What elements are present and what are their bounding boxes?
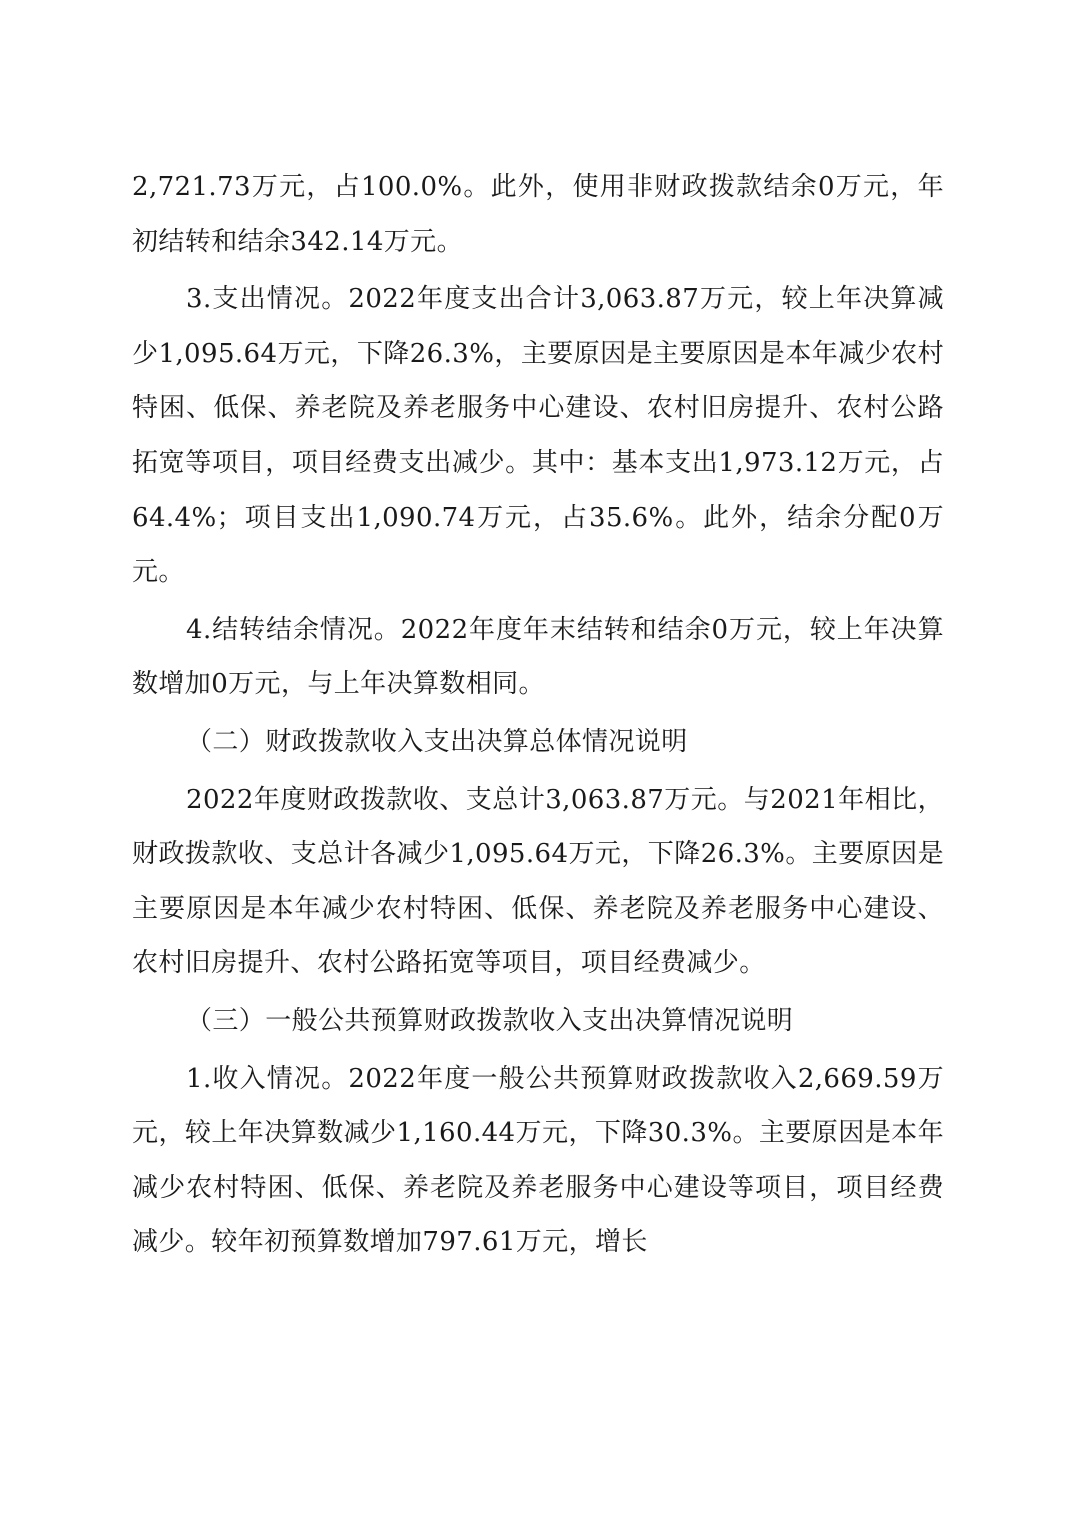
section-heading-general-budget: （三）一般公共预算财政拨款收入支出决算情况说明 (186, 1005, 794, 1036)
paragraph-expenditure: 3.支出情况。2022年度支出合计3,063.87万元，较上年决算减少1,095.64万元，下降26.3%，主要原因是主要原因是本年减少农村特困、低保、养老院及养老服务中心建设、农村旧房提升、农村公路拓宽等项目，项目经费支出减少。其中：基本支出1,973.12万元，占64.4%；项目支出1,090.74万元，占35.6%。此外，结余分配0万元。 (132, 284, 944, 588)
section-heading-fiscal-overview: （二）财政拨款收入支出决算总体情况说明 (186, 726, 688, 757)
paragraph-general-budget-income: 1.收入情况。2022年度一般公共预算财政拨款收入2,669.59万元，较上年决算数减少1,160.44万元，下降30.3%。主要原因是本年减少农村特困、低保、养老院及养老服务中心建设等项目，项目经费减少。较年初预算数增加797.61万元，增长 (132, 1063, 944, 1258)
paragraph-fiscal-overview: 2022年度财政拨款收、支总计3,063.87万元。与2021年相比，财政拨款收、支总计各减少1,095.64万元，下降26.3%。主要原因是主要原因是本年减少农村特困、低保、养老院及养老服务中心建设、农村旧房提升、农村公路拓宽等项目，项目经费减少。 (132, 784, 944, 979)
paragraph-carryover: 4.结转结余情况。2022年度年末结转和结余0万元，较上年决算数增加0万元，与上年决算数相同。 (132, 614, 944, 700)
document-body (132, 160, 944, 1273)
paragraph-income-continuation: 2,721.73万元，占100.0%。此外，使用非财政拨款结余0万元，年初结转和结余342.14万元。 (132, 172, 944, 257)
